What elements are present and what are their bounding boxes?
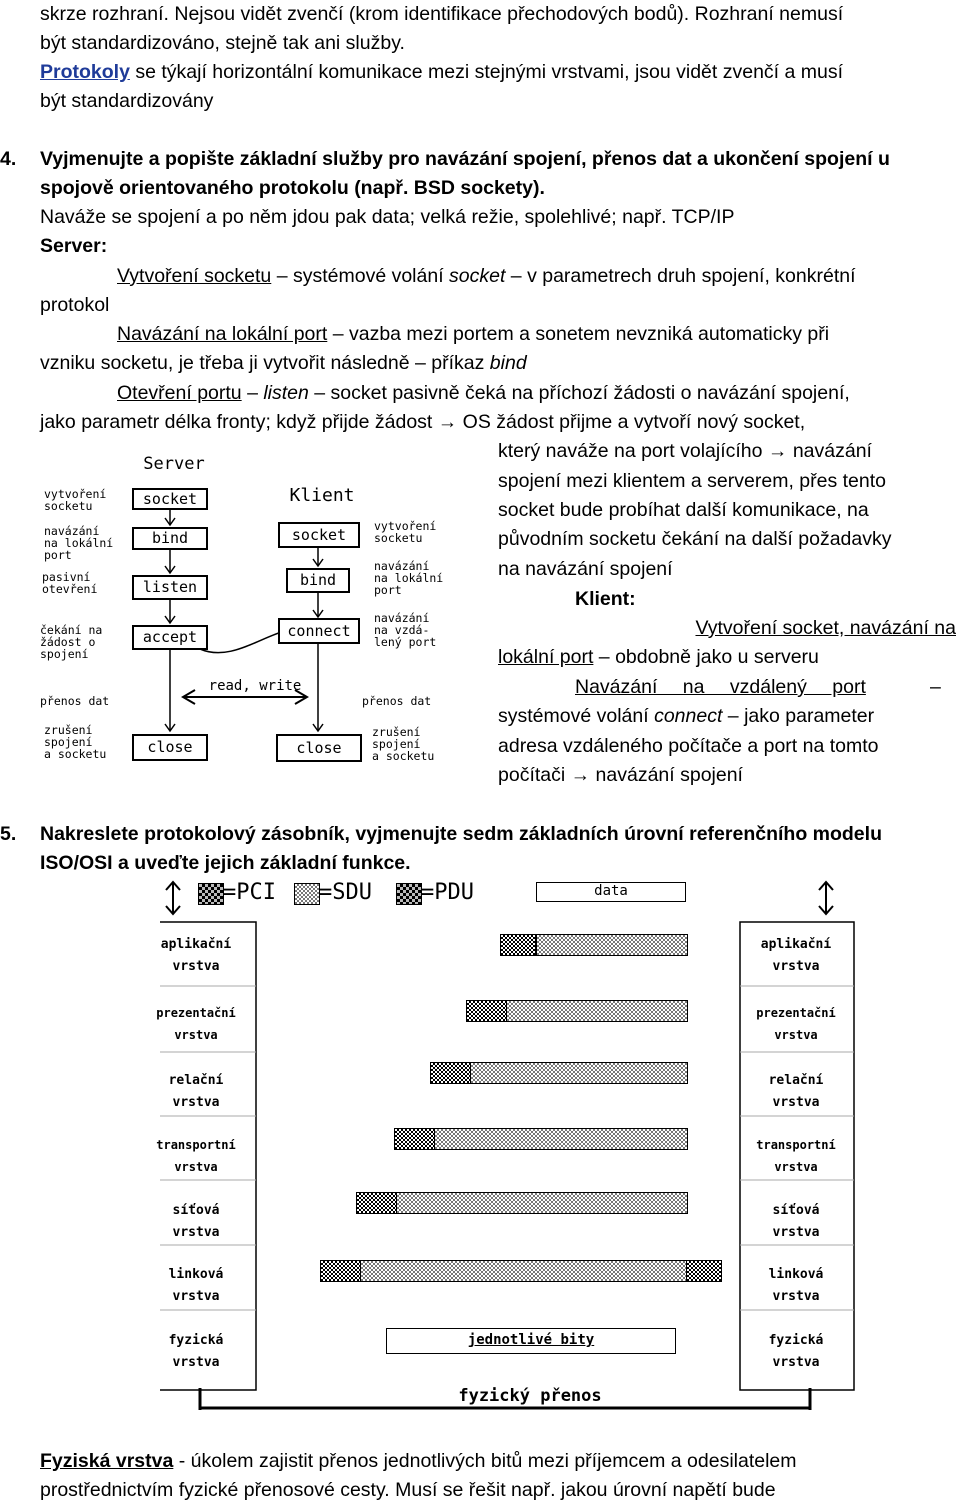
q4-number: 4.	[0, 148, 17, 170]
physical-layer-term: Fyziská vrstva	[40, 1450, 174, 1472]
server-title: Server	[143, 454, 205, 474]
pci-bar-6	[466, 1000, 508, 1022]
listen-call: listen	[263, 382, 309, 404]
pci-bar-2-trailer	[686, 1260, 722, 1282]
intro-line-2: být standardizováno, stejně tak ani služby.	[40, 32, 405, 54]
right-line-1: který naváže na port volajícího → navázání	[498, 440, 872, 462]
client-step-2	[575, 673, 956, 703]
server-label-close: zrušení spojení a socketu	[44, 723, 107, 761]
open-port-term: Otevření portu	[117, 382, 242, 404]
sdu-bar-6	[506, 1000, 688, 1022]
sdu-bar-4	[434, 1128, 688, 1150]
sdu-bar-3	[396, 1192, 688, 1214]
intro-line-1: skrze rozhraní. Nejsou vidět zvenčí (krom identifikace přechodových bodů). Rozhraní nemusí	[40, 3, 844, 25]
physical-label: fyzický přenos	[458, 1386, 602, 1406]
footer-line-1	[40, 1447, 956, 1477]
client-label-connect: navázání na vzdá- lený port	[374, 611, 437, 649]
client-label-create: vytvoření socketu	[374, 519, 437, 545]
pci-bar-7	[500, 934, 536, 956]
sdu-bar-2	[360, 1260, 688, 1282]
q4-title-2: spojově orientovaného protokolu (např. BSD sockety).	[40, 177, 545, 199]
sdu-swatch	[294, 883, 320, 905]
text: - úkolem zajistit přenos jednotlivých bitů mezi příjemcem a odesilatelem	[173, 1450, 797, 1472]
q4-title-1: Vyjmenujte a popište základní služby pro navázání spojení, přenos dat a ukončení spojení u	[40, 148, 890, 170]
socket-call: socket	[449, 265, 506, 287]
server-label: Server:	[40, 235, 108, 257]
client-label: Klient:	[575, 588, 636, 610]
server-step-3	[40, 379, 956, 409]
pci-bar-2	[320, 1260, 362, 1282]
client-step-5: počítači → navázání spojení	[498, 764, 743, 786]
right-layer-datalink: linková vrstva	[768, 1267, 824, 1304]
socket-diagram	[30, 452, 490, 772]
client-step-3	[498, 702, 956, 732]
q5-number: 5.	[0, 823, 17, 845]
server-step-3-cont: jako parametr délka fronty; když přijde žádost → OS žádost přijme a vytvoří nový socket,	[40, 411, 806, 433]
server-step-2	[40, 320, 956, 350]
server-bind-box: bind	[132, 527, 208, 550]
client-socket-box: socket	[278, 522, 360, 548]
server-listen-box: listen	[132, 575, 208, 600]
server-step-1	[40, 262, 956, 292]
pci-swatch	[198, 883, 224, 905]
text: –	[241, 382, 264, 404]
socket-creation-term: Vytvoření socketu	[117, 265, 272, 287]
right-layer-presentation: prezentační vrstva	[756, 1006, 836, 1042]
q5-title-1: Nakreslete protokolový zásobník, vyjmenujte sedm základních úrovní referenčního modelu	[40, 823, 882, 845]
right-layer-session: relační vrstva	[768, 1073, 824, 1110]
right-layer-application: aplikační vrstva	[760, 937, 832, 974]
q4-summary: Naváže se spojení a po něm jdou pak data; velká režie, spolehlivé; např. TCP/IP	[40, 206, 735, 228]
client-close-box: close	[276, 734, 362, 762]
server-label-data: přenos dat	[40, 694, 110, 708]
text: – obdobně jako u serveru	[593, 646, 819, 668]
client-title: Klient	[289, 485, 355, 506]
client-label-bind: navázání na lokální port	[374, 559, 444, 597]
q5-title-2: ISO/OSI a uveďte jejich základní funkce.	[40, 852, 411, 874]
client-label-data: přenos dat	[362, 694, 432, 708]
left-layer-transport: transportní vrstva	[156, 1138, 236, 1174]
text: – socket pasivně čeká na příchozí žádosti o navázání spojení,	[308, 382, 850, 404]
text: – vazba mezi portem a sonetem nevzniká automaticky při	[327, 323, 830, 345]
server-label-create: vytvoření socketu	[44, 487, 107, 513]
left-layer-session: relační vrstva	[168, 1073, 224, 1110]
intro-line-3-text: se týkají horizontální komunikace mezi stejnými vrstvami, jsou vidět zvenčí a musí	[129, 61, 844, 83]
server-label-listen: pasivní otevření	[42, 570, 98, 596]
legend-pci: =PCI	[223, 880, 276, 905]
pdu-swatch	[396, 883, 422, 905]
pci-bar-3	[356, 1192, 398, 1214]
server-step-1-cont: protokol	[40, 294, 110, 316]
client-step-2-dash: –	[930, 676, 941, 698]
client-bind-box: bind	[286, 568, 350, 593]
server-label-bind: navázání na lokální port	[44, 524, 114, 562]
server-step-2-cont	[40, 349, 956, 379]
remote-port-term: Navázání na vzdálený port	[575, 676, 866, 698]
client-step-1: Vytvoření socket, navázání na	[695, 617, 956, 639]
connect-call: connect	[654, 705, 723, 727]
sdu-bar-7	[536, 934, 688, 956]
right-layer-physical: fyzická vrstva	[768, 1333, 824, 1370]
pci-bar-4	[394, 1128, 436, 1150]
legend-pdu: =PDU	[421, 880, 474, 905]
bits-box: jednotlivé bity	[386, 1328, 676, 1354]
local-port-term: Navázání na lokální port	[117, 323, 328, 345]
client-step-1-cont	[498, 643, 956, 673]
intro-line-3	[40, 58, 956, 88]
intro-line-4: být standardizovány	[40, 90, 214, 112]
legend-sdu: =SDU	[319, 880, 372, 905]
data-box: data	[536, 882, 686, 902]
text: – v parametrech druh spojení, konkrétní	[505, 265, 856, 287]
client-label-close: zrušení spojení a socketu	[372, 725, 435, 763]
right-line-4: původním socketu čekání na další požadavky	[498, 528, 892, 550]
left-layer-application: aplikační vrstva	[160, 937, 232, 974]
server-socket-box: socket	[132, 488, 208, 510]
right-layer-transport: transportní vrstva	[756, 1138, 836, 1174]
right-layer-network: síťová vrstva	[772, 1203, 820, 1240]
footer-line-2: prostřednictvím fyzické přenosové cesty. Musí se řešit např. jakou úrovní napětí bude	[40, 1479, 776, 1501]
left-layer-physical: fyzická vrstva	[168, 1333, 224, 1370]
server-label-accept: čekání na žádost o spojení	[40, 623, 103, 661]
server-accept-box: accept	[132, 625, 208, 650]
left-layer-network: síťová vrstva	[172, 1203, 220, 1240]
osi-diagram	[156, 878, 860, 1418]
text: – systémové volání	[271, 265, 450, 287]
right-line-5: na navázání spojení	[498, 558, 673, 580]
read-write-label: read, write	[208, 678, 302, 694]
client-step-4: adresa vzdáleného počítače a port na tomto	[498, 735, 879, 757]
pci-bar-5	[430, 1062, 472, 1084]
text: – jako parameter	[722, 705, 875, 727]
sdu-bar-5	[470, 1062, 688, 1084]
left-layer-datalink: linková vrstva	[168, 1267, 224, 1304]
left-layer-presentation: prezentační vrstva	[156, 1006, 236, 1042]
text: vzniku socketu, je třeba ji vytvořit následně – příkaz	[40, 352, 490, 374]
right-line-3: socket bude probíhat další komunikace, na	[498, 499, 869, 521]
right-line-2: spojení mezi klientem a serverem, přes tento	[498, 470, 887, 492]
local-port-term: lokální port	[498, 646, 594, 668]
text: systémové volání	[498, 705, 655, 727]
client-connect-box: connect	[278, 618, 360, 644]
protokoly-link[interactable]: Protokoly	[40, 61, 130, 83]
server-close-box: close	[132, 734, 208, 761]
bind-call: bind	[489, 352, 527, 374]
